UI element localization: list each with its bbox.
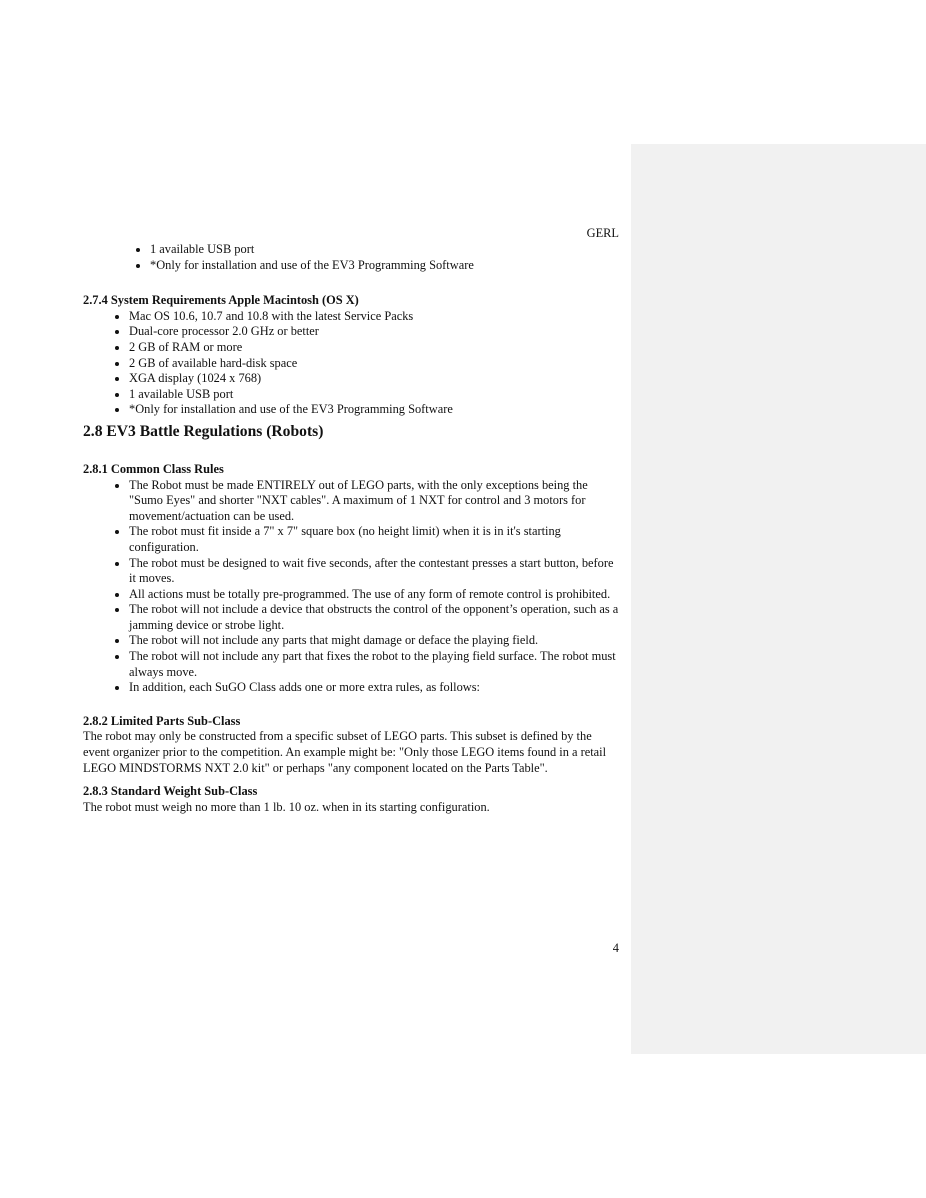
top-bullet-list	[83, 242, 620, 273]
comment-pane	[631, 144, 926, 1054]
paragraph-standard-weight: The robot must weigh no more than 1 lb. 10 oz. when in its starting configuration.	[83, 799, 490, 814]
document-body	[83, 242, 620, 815]
list-item: All actions must be totally pre-programmed. The use of any form of remote control is prohibited.	[129, 587, 620, 603]
section-heading-2-7-4: 2.7.4 System Requirements Apple Macintosh (OS X)	[83, 293, 359, 308]
section-heading-2-8-2: 2.8.2 Limited Parts Sub-Class	[83, 713, 241, 728]
list-item: The robot will not include any part that fixes the robot to the playing field surface. The robot must always move.	[129, 649, 620, 680]
list-item: The Robot must be made ENTIRELY out of LEGO parts, with the only exceptions being the "Sumo Eyes" and shorter "NXT cables". A maximum of 1 NXT for control and 3 motors for movement/actuation can be used.	[129, 478, 620, 525]
list-item: 2 GB of available hard-disk space	[129, 356, 620, 372]
list-item: 2 GB of RAM or more	[129, 340, 620, 356]
list-item: The robot must fit inside a 7" x 7" square box (no height limit) when it is in it's starting configuration.	[129, 524, 620, 555]
list-item: *Only for installation and use of the EV3 Programming Software	[129, 402, 620, 418]
list-item: The robot will not include any parts that might damage or deface the playing field.	[129, 633, 620, 649]
mac-requirements-list	[83, 309, 620, 418]
list-item: 1 available USB port	[129, 387, 620, 403]
list-item: In addition, each SuGO Class adds one or more extra rules, as follows:	[129, 680, 620, 696]
list-item: The robot must be designed to wait five seconds, after the contestant presses a start button, before it moves.	[129, 556, 620, 587]
section-heading-2-8: 2.8 EV3 Battle Regulations (Robots)	[83, 422, 324, 440]
page-number: 4	[612, 941, 619, 955]
list-item: Dual-core processor 2.0 GHz or better	[129, 324, 620, 340]
list-item: The robot will not include a device that obstructs the control of the opponent’s operation, such as a jamming device or strobe light.	[129, 602, 619, 632]
section-heading-2-8-3: 2.8.3 Standard Weight Sub-Class	[83, 784, 258, 799]
header-text: GERL	[586, 226, 619, 240]
section-heading-2-8-1: 2.8.1 Common Class Rules	[83, 461, 224, 476]
paragraph-limited-parts: The robot may only be constructed from a specific subset of LEGO parts. This subset is defined by the event organizer prior to the competition. An example might be: "Only those LEGO items found in a retail LEGO MINDSTORMS NXT 2.0 kit" or perhaps "any component located on the Parts Table".	[83, 729, 607, 775]
common-class-rules-list	[83, 478, 620, 696]
list-item: XGA display (1024 x 768)	[129, 371, 620, 387]
list-item: *Only for installation and use of the EV3 Programming Software	[150, 258, 620, 274]
list-item: 1 available USB port	[150, 242, 620, 258]
list-item: Mac OS 10.6, 10.7 and 10.8 with the latest Service Packs	[129, 309, 620, 325]
